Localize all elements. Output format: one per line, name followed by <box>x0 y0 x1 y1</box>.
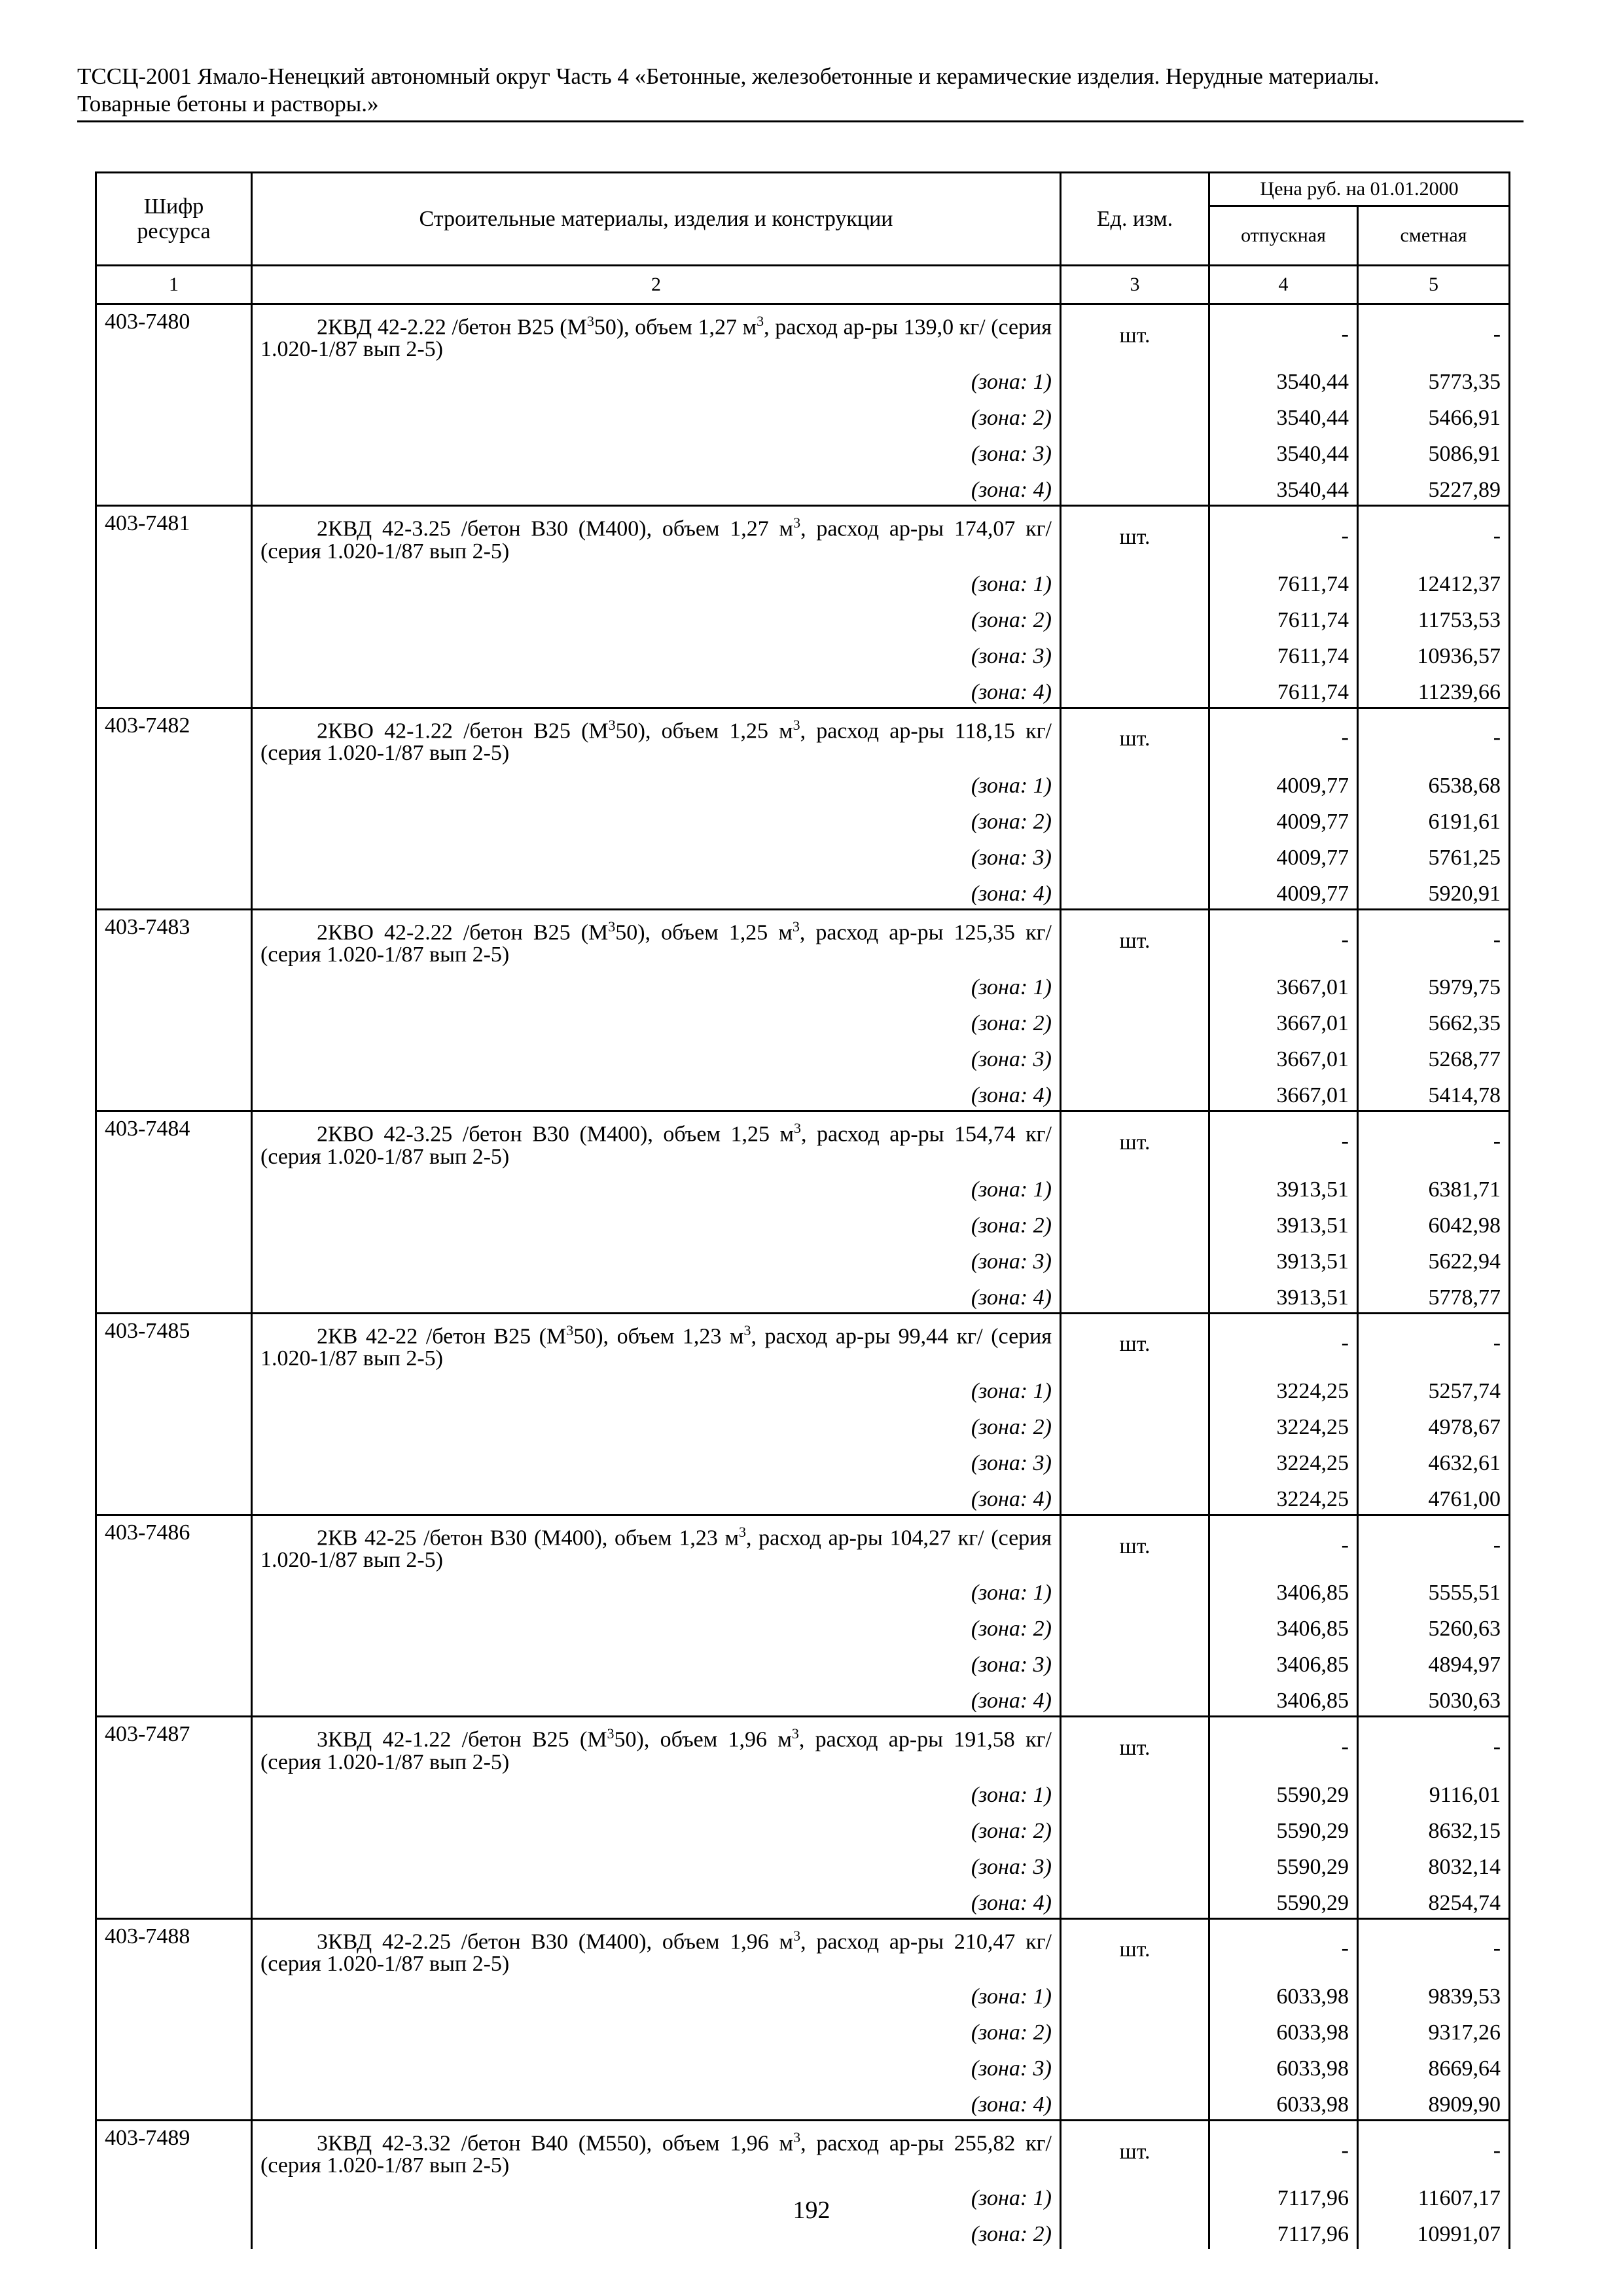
zone-release-price: 7611,74 <box>1209 599 1358 635</box>
empty-cell <box>96 1002 252 1038</box>
zone-release-price: 7611,74 <box>1209 563 1358 599</box>
empty-cell <box>1061 635 1209 671</box>
estimate-price: - <box>1358 1111 1510 1168</box>
zone-estimate-price: 11607,17 <box>1358 2177 1510 2213</box>
empty-cell <box>1061 433 1209 469</box>
zone-label: (зона: 3) <box>252 433 1061 469</box>
zone-row <box>96 361 1510 397</box>
release-price: - <box>1209 506 1358 563</box>
zone-label: (зона: 2) <box>252 2011 1061 2047</box>
resource-code: 403-7483 <box>96 909 252 966</box>
resource-code: 403-7484 <box>96 1111 252 1168</box>
zone-estimate-price: 4761,00 <box>1358 1478 1510 1515</box>
zone-label: (зона: 1) <box>252 563 1061 599</box>
zone-label: (зона: 4) <box>252 1276 1061 1314</box>
zone-label: (зона: 1) <box>252 2177 1061 2213</box>
empty-cell <box>96 872 252 910</box>
empty-cell <box>1061 397 1209 433</box>
empty-cell <box>1061 1810 1209 1846</box>
zone-label: (зона: 1) <box>252 1370 1061 1406</box>
empty-cell <box>1061 1168 1209 1204</box>
table-row <box>96 708 1510 764</box>
zone-release-price: 5590,29 <box>1209 1882 1358 1919</box>
item-description: 3КВД 42-1.22 /бетон В25 $(М^350)$, объем 1,96 $м^3$, расход ар-ры 191,58 кг/ (серия 1.020-1/87 вып 2-5) <box>252 1717 1061 1774</box>
zone-estimate-price: 11753,53 <box>1358 599 1510 635</box>
zone-row <box>96 1038 1510 1074</box>
empty-cell <box>96 1406 252 1442</box>
item-description: 2КВ 42-22 /бетон В25 $(М^350)$, объем 1,23 $м^3$, расход ар-ры 99,44 кг/ (серия 1.020-1/87 вып 2-5) <box>252 1313 1061 1370</box>
estimate-price: - <box>1358 1717 1510 1774</box>
release-price: - <box>1209 1918 1358 1975</box>
zone-label: (зона: 3) <box>252 1038 1061 1074</box>
zone-release-price: 3224,25 <box>1209 1442 1358 1478</box>
empty-cell <box>96 361 252 397</box>
zone-release-price: 3540,44 <box>1209 469 1358 506</box>
empty-cell <box>96 1882 252 1919</box>
zone-estimate-price: 5414,78 <box>1358 1074 1510 1111</box>
zone-release-price: 3667,01 <box>1209 1002 1358 1038</box>
empty-cell <box>1061 2011 1209 2047</box>
zone-label: (зона: 2) <box>252 1607 1061 1643</box>
header-line-1: ТССЦ-2001 Ямало-Ненецкий автономный округ Часть 4 «Бетонные, железобетонные и керамические изделия. Нерудные материалы. <box>77 63 1380 89</box>
empty-cell <box>1061 563 1209 599</box>
zone-row <box>96 1882 1510 1919</box>
resource-code: 403-7485 <box>96 1313 252 1370</box>
table-body <box>96 304 1510 2250</box>
empty-cell <box>96 1168 252 1204</box>
zone-row <box>96 397 1510 433</box>
zone-label: (зона: 4) <box>252 1074 1061 1111</box>
empty-cell <box>96 2011 252 2047</box>
zone-row <box>96 1810 1510 1846</box>
page-number: 192 <box>793 2197 830 2224</box>
zone-release-price: 4009,77 <box>1209 800 1358 836</box>
zone-row <box>96 671 1510 708</box>
item-description: 2КВД 42-3.25 /бетон В30 (М400), объем 1,27 $м^3$, расход ар-ры 174,07 кг/ (серия 1.020-1/87 вып 2-5) <box>252 506 1061 563</box>
zone-release-price: 5590,29 <box>1209 1774 1358 1810</box>
col-number: 1 <box>96 266 252 304</box>
header-line-2: Товарные бетоны и растворы.» <box>77 91 379 117</box>
zone-row <box>96 800 1510 836</box>
zone-label: (зона: 4) <box>252 872 1061 910</box>
item-description: 2КВО 42-1.22 /бетон В25 $(М^350)$, объем 1,25 $м^3$, расход ар-ры 118,15 кг/ (серия 1.020-1/87 вып 2-5) <box>252 708 1061 764</box>
zone-estimate-price: 4632,61 <box>1358 1442 1510 1478</box>
zone-release-price: 6033,98 <box>1209 2083 1358 2121</box>
empty-cell <box>1061 1882 1209 1919</box>
resource-code: 403-7488 <box>96 1918 252 1975</box>
col-number: 5 <box>1358 266 1510 304</box>
zone-release-price: 3224,25 <box>1209 1478 1358 1515</box>
col-header-release: отпускная <box>1209 206 1358 266</box>
empty-cell <box>96 1478 252 1515</box>
zone-estimate-price: 10936,57 <box>1358 635 1510 671</box>
empty-cell <box>1061 1571 1209 1607</box>
zone-row <box>96 1571 1510 1607</box>
zone-estimate-price: 5979,75 <box>1358 966 1510 1002</box>
table-row <box>96 1111 1510 1168</box>
item-unit: шт. <box>1061 1717 1209 1774</box>
price-table <box>95 171 1510 2249</box>
empty-cell <box>1061 1406 1209 1442</box>
release-price: - <box>1209 1717 1358 1774</box>
zone-row <box>96 1406 1510 1442</box>
zone-release-price: 7611,74 <box>1209 671 1358 708</box>
zone-release-price: 3667,01 <box>1209 1074 1358 1111</box>
empty-cell <box>96 2083 252 2121</box>
empty-cell <box>96 635 252 671</box>
table-row <box>96 1515 1510 1571</box>
item-description: 2КВО 42-3.25 /бетон В30 (М400), объем 1,25 $м^3$, расход ар-ры 154,74 кг/ (серия 1.020-1/87 вып 2-5) <box>252 1111 1061 1168</box>
zone-label: (зона: 1) <box>252 1168 1061 1204</box>
zone-row <box>96 1846 1510 1882</box>
zone-label: (зона: 2) <box>252 1810 1061 1846</box>
zone-row <box>96 872 1510 910</box>
empty-cell <box>96 1370 252 1406</box>
empty-cell <box>96 764 252 800</box>
empty-cell <box>1061 1074 1209 1111</box>
zone-row <box>96 966 1510 1002</box>
empty-cell <box>1061 599 1209 635</box>
zone-label: (зона: 4) <box>252 1679 1061 1717</box>
empty-cell <box>1061 1276 1209 1314</box>
zone-row <box>96 1442 1510 1478</box>
zone-label: (зона: 1) <box>252 361 1061 397</box>
zone-estimate-price: 5257,74 <box>1358 1370 1510 1406</box>
zone-row <box>96 433 1510 469</box>
empty-cell <box>1061 966 1209 1002</box>
zone-label: (зона: 2) <box>252 2213 1061 2249</box>
empty-cell <box>96 800 252 836</box>
table-row <box>96 1313 1510 1370</box>
item-unit: шт. <box>1061 506 1209 563</box>
zone-estimate-price: 5778,77 <box>1358 1276 1510 1314</box>
zone-estimate-price: 5555,51 <box>1358 1571 1510 1607</box>
zone-row <box>96 1478 1510 1515</box>
col-number: 3 <box>1061 266 1209 304</box>
zone-release-price: 6033,98 <box>1209 1975 1358 2011</box>
empty-cell <box>96 836 252 872</box>
estimate-price: - <box>1358 1313 1510 1370</box>
zone-release-price: 7117,96 <box>1209 2177 1358 2213</box>
empty-cell <box>1061 1679 1209 1717</box>
item-description: 2КВД 42-2.22 /бетон В25 $(М^350)$, объем 1,27 $м^3$, расход ар-ры 139,0 кг/ (серия 1.020-1/87 вып 2-5) <box>252 304 1061 361</box>
item-unit: шт. <box>1061 304 1209 361</box>
zone-release-price: 3913,51 <box>1209 1276 1358 1314</box>
zone-release-price: 3406,85 <box>1209 1607 1358 1643</box>
zone-release-price: 4009,77 <box>1209 836 1358 872</box>
zone-label: (зона: 2) <box>252 599 1061 635</box>
zone-release-price: 3540,44 <box>1209 433 1358 469</box>
zone-label: (зона: 3) <box>252 1846 1061 1882</box>
empty-cell <box>1061 1038 1209 1074</box>
empty-cell <box>96 1846 252 1882</box>
zone-release-price: 4009,77 <box>1209 764 1358 800</box>
empty-cell <box>1061 2083 1209 2121</box>
zone-label: (зона: 2) <box>252 800 1061 836</box>
item-unit: шт. <box>1061 708 1209 764</box>
estimate-price: - <box>1358 909 1510 966</box>
empty-cell <box>1061 1002 1209 1038</box>
zone-estimate-price: 8669,64 <box>1358 2047 1510 2083</box>
empty-cell <box>96 966 252 1002</box>
zone-estimate-price: 5662,35 <box>1358 1002 1510 1038</box>
zone-release-price: 6033,98 <box>1209 2011 1358 2047</box>
empty-cell <box>96 2047 252 2083</box>
zone-estimate-price: 6538,68 <box>1358 764 1510 800</box>
zone-label: (зона: 4) <box>252 469 1061 506</box>
estimate-price: - <box>1358 2120 1510 2177</box>
zone-label: (зона: 3) <box>252 1240 1061 1276</box>
item-unit: шт. <box>1061 1918 1209 1975</box>
zone-label: (зона: 4) <box>252 671 1061 708</box>
zone-label: (зона: 4) <box>252 2083 1061 2121</box>
zone-estimate-price: 12412,37 <box>1358 563 1510 599</box>
item-unit: шт. <box>1061 1111 1209 1168</box>
resource-code: 403-7487 <box>96 1717 252 1774</box>
zone-estimate-price: 9116,01 <box>1358 1774 1510 1810</box>
release-price: - <box>1209 909 1358 966</box>
release-price: - <box>1209 708 1358 764</box>
empty-cell <box>1061 469 1209 506</box>
zone-row <box>96 1607 1510 1643</box>
zone-estimate-price: 5761,25 <box>1358 836 1510 872</box>
resource-code: 403-7489 <box>96 2120 252 2177</box>
zone-label: (зона: 3) <box>252 635 1061 671</box>
empty-cell <box>1061 1774 1209 1810</box>
zone-row <box>96 469 1510 506</box>
zone-row <box>96 1074 1510 1111</box>
zone-estimate-price: 11239,66 <box>1358 671 1510 708</box>
zone-label: (зона: 1) <box>252 764 1061 800</box>
release-price: - <box>1209 304 1358 361</box>
zone-estimate-price: 6042,98 <box>1358 1204 1510 1240</box>
document-header <box>77 63 1524 122</box>
empty-cell <box>96 1276 252 1314</box>
resource-code: 403-7482 <box>96 708 252 764</box>
zone-estimate-price: 5466,91 <box>1358 397 1510 433</box>
zone-estimate-price: 4894,97 <box>1358 1643 1510 1679</box>
zone-label: (зона: 1) <box>252 1975 1061 2011</box>
zone-estimate-price: 8909,90 <box>1358 2083 1510 2121</box>
empty-cell <box>1061 872 1209 910</box>
zone-row <box>96 1679 1510 1717</box>
table-row <box>96 2120 1510 2177</box>
empty-cell <box>96 1442 252 1478</box>
zone-release-price: 4009,77 <box>1209 872 1358 910</box>
empty-cell <box>96 1571 252 1607</box>
zone-release-price: 3913,51 <box>1209 1204 1358 1240</box>
zone-estimate-price: 5622,94 <box>1358 1240 1510 1276</box>
col-header-code: Шифр ресурса <box>96 173 252 266</box>
table-row <box>96 1918 1510 1975</box>
zone-estimate-price: 5030,63 <box>1358 1679 1510 1717</box>
empty-cell <box>96 599 252 635</box>
zone-estimate-price: 5086,91 <box>1358 433 1510 469</box>
resource-code: 403-7481 <box>96 506 252 563</box>
zone-release-price: 3540,44 <box>1209 397 1358 433</box>
zone-release-price: 5590,29 <box>1209 1846 1358 1882</box>
zone-row <box>96 599 1510 635</box>
zone-row <box>96 1975 1510 2011</box>
empty-cell <box>1061 671 1209 708</box>
zone-row <box>96 1240 1510 1276</box>
empty-cell <box>96 1607 252 1643</box>
zone-row <box>96 2083 1510 2121</box>
zone-row <box>96 1276 1510 1314</box>
col-number: 4 <box>1209 266 1358 304</box>
zone-label: (зона: 2) <box>252 1204 1061 1240</box>
item-unit: шт. <box>1061 1313 1209 1370</box>
empty-cell <box>1061 1607 1209 1643</box>
empty-cell <box>1061 1240 1209 1276</box>
zone-row <box>96 764 1510 800</box>
zone-row <box>96 1002 1510 1038</box>
empty-cell <box>1061 1442 1209 1478</box>
zone-label: (зона: 3) <box>252 1643 1061 1679</box>
empty-cell <box>96 1240 252 1276</box>
zone-row <box>96 635 1510 671</box>
estimate-price: - <box>1358 1918 1510 1975</box>
col-header-unit: Ед. изм. <box>1061 173 1209 266</box>
col-header-price: Цена руб. на 01.01.2000 <box>1209 173 1510 206</box>
empty-cell <box>96 1975 252 2011</box>
zone-release-price: 3913,51 <box>1209 1240 1358 1276</box>
zone-release-price: 3406,85 <box>1209 1679 1358 1717</box>
item-unit: шт. <box>1061 909 1209 966</box>
zone-row <box>96 1168 1510 1204</box>
item-description: 3КВД 42-3.32 /бетон В40 (М550), объем 1,96 $м^3$, расход ар-ры 255,82 кг/ (серия 1.020-1/87 вып 2-5) <box>252 2120 1061 2177</box>
zone-estimate-price: 6381,71 <box>1358 1168 1510 1204</box>
estimate-price: - <box>1358 304 1510 361</box>
empty-cell <box>1061 1370 1209 1406</box>
col-header-desc: Строительные материалы, изделия и конструкции <box>252 173 1061 266</box>
resource-code: 403-7480 <box>96 304 252 361</box>
empty-cell <box>1061 800 1209 836</box>
zone-estimate-price: 8032,14 <box>1358 1846 1510 1882</box>
zone-estimate-price: 5773,35 <box>1358 361 1510 397</box>
release-price: - <box>1209 1515 1358 1571</box>
empty-cell <box>96 1643 252 1679</box>
zone-label: (зона: 2) <box>252 1002 1061 1038</box>
empty-cell <box>1061 764 1209 800</box>
empty-cell <box>1061 1846 1209 1882</box>
item-description: 2КВО 42-2.22 /бетон В25 $(М^350)$, объем 1,25 $м^3$, расход ар-ры 125,35 кг/ (серия 1.020-1/87 вып 2-5) <box>252 909 1061 966</box>
empty-cell <box>96 1038 252 1074</box>
zone-row <box>96 563 1510 599</box>
zone-row <box>96 1370 1510 1406</box>
empty-cell <box>96 469 252 506</box>
empty-cell <box>1061 836 1209 872</box>
empty-cell <box>1061 1478 1209 1515</box>
zone-release-price: 7611,74 <box>1209 635 1358 671</box>
zone-label: (зона: 1) <box>252 966 1061 1002</box>
zone-label: (зона: 3) <box>252 836 1061 872</box>
empty-cell <box>1061 2047 1209 2083</box>
table-row <box>96 909 1510 966</box>
empty-cell <box>1061 1204 1209 1240</box>
release-price: - <box>1209 1111 1358 1168</box>
zone-estimate-price: 4978,67 <box>1358 1406 1510 1442</box>
zone-row <box>96 1204 1510 1240</box>
zone-estimate-price: 10991,07 <box>1358 2213 1510 2249</box>
empty-cell <box>96 1074 252 1111</box>
table-row <box>96 304 1510 361</box>
empty-cell <box>1061 1643 1209 1679</box>
zone-release-price: 3224,25 <box>1209 1406 1358 1442</box>
empty-cell <box>1061 1975 1209 2011</box>
zone-release-price: 3667,01 <box>1209 966 1358 1002</box>
empty-cell <box>96 433 252 469</box>
zone-release-price: 3406,85 <box>1209 1571 1358 1607</box>
empty-cell <box>1061 361 1209 397</box>
empty-cell <box>96 1810 252 1846</box>
item-unit: шт. <box>1061 2120 1209 2177</box>
resource-code: 403-7486 <box>96 1515 252 1571</box>
zone-row <box>96 1774 1510 1810</box>
zone-release-price: 3406,85 <box>1209 1643 1358 1679</box>
item-unit: шт. <box>1061 1515 1209 1571</box>
zone-release-price: 5590,29 <box>1209 1810 1358 1846</box>
release-price: - <box>1209 1313 1358 1370</box>
empty-cell <box>96 1679 252 1717</box>
zone-label: (зона: 2) <box>252 397 1061 433</box>
zone-label: (зона: 3) <box>252 2047 1061 2083</box>
table-row <box>96 506 1510 563</box>
zone-estimate-price: 5268,77 <box>1358 1038 1510 1074</box>
zone-release-price: 3667,01 <box>1209 1038 1358 1074</box>
zone-estimate-price: 6191,61 <box>1358 800 1510 836</box>
zone-label: (зона: 1) <box>252 1571 1061 1607</box>
zone-estimate-price: 9839,53 <box>1358 1975 1510 2011</box>
zone-release-price: 6033,98 <box>1209 2047 1358 2083</box>
item-description: 2КВ 42-25 /бетон В30 (М400), объем 1,23 $м^3$, расход ар-ры 104,27 кг/ (серия 1.020-1/87 вып 2-5) <box>252 1515 1061 1571</box>
item-description: 3КВД 42-2.25 /бетон В30 (М400), объем 1,96 $м^3$, расход ар-ры 210,47 кг/ (серия 1.020-1/87 вып 2-5) <box>252 1918 1061 1975</box>
zone-estimate-price: 5920,91 <box>1358 872 1510 910</box>
empty-cell <box>96 671 252 708</box>
zone-estimate-price: 9317,26 <box>1358 2011 1510 2047</box>
zone-label: (зона: 4) <box>252 1478 1061 1515</box>
estimate-price: - <box>1358 708 1510 764</box>
col-number: 2 <box>252 266 1061 304</box>
zone-label: (зона: 1) <box>252 1774 1061 1810</box>
empty-cell <box>96 1774 252 1810</box>
empty-cell <box>96 397 252 433</box>
zone-label: (зона: 2) <box>252 1406 1061 1442</box>
zone-release-price: 7117,96 <box>1209 2213 1358 2249</box>
zone-row <box>96 1643 1510 1679</box>
empty-cell <box>96 563 252 599</box>
zone-release-price: 3540,44 <box>1209 361 1358 397</box>
estimate-price: - <box>1358 1515 1510 1571</box>
zone-row <box>96 2011 1510 2047</box>
zone-estimate-price: 8632,15 <box>1358 1810 1510 1846</box>
estimate-price: - <box>1358 506 1510 563</box>
zone-release-price: 3224,25 <box>1209 1370 1358 1406</box>
zone-estimate-price: 8254,74 <box>1358 1882 1510 1919</box>
table-row <box>96 1717 1510 1774</box>
zone-release-price: 3913,51 <box>1209 1168 1358 1204</box>
zone-row <box>96 2047 1510 2083</box>
zone-label: (зона: 3) <box>252 1442 1061 1478</box>
zone-label: (зона: 4) <box>252 1882 1061 1919</box>
release-price: - <box>1209 2120 1358 2177</box>
zone-estimate-price: 5227,89 <box>1358 469 1510 506</box>
zone-estimate-price: 5260,63 <box>1358 1607 1510 1643</box>
empty-cell <box>96 1204 252 1240</box>
zone-row <box>96 836 1510 872</box>
col-header-estimate: сметная <box>1358 206 1510 266</box>
